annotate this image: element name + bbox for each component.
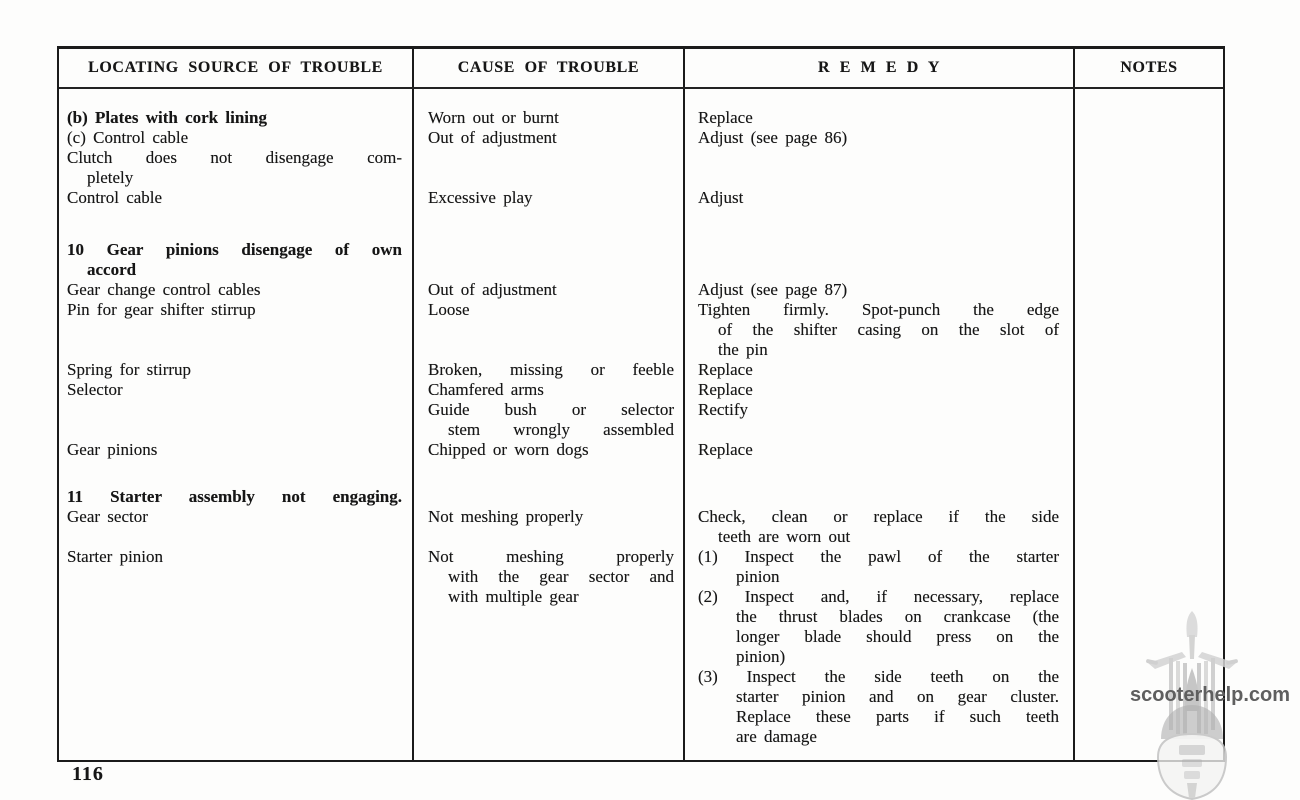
column-locating-source-of-trouble (59, 89, 414, 760)
table-header-row (59, 49, 1223, 89)
table-line: Not meshing properly (428, 547, 674, 566)
table-line (428, 320, 674, 340)
table-line: of the shifter casing on the slot of (718, 320, 1059, 339)
table-line: (3) Inspect the side teeth on the (698, 667, 1059, 686)
table-line: longer blade should press on the (736, 627, 1059, 646)
table-line: Broken, missing or feeble (428, 360, 674, 379)
table-line: (2) Inspect and, if necessary, replace (698, 587, 1059, 606)
table-line: Replace (698, 360, 753, 379)
table-line (428, 148, 674, 168)
table-line: Adjust (see page 86) (698, 128, 848, 147)
table-line (428, 168, 674, 188)
row-group-clutch-items-continued (698, 89, 1059, 208)
table-line: Worn out or burnt (428, 108, 559, 127)
table-line: teeth are worn out (718, 527, 851, 546)
table-line: Chipped or worn dogs (428, 440, 589, 459)
table-line: with multiple gear (448, 587, 579, 606)
table-line: pinion (736, 567, 780, 586)
table-line (67, 527, 402, 547)
table-line (698, 148, 1059, 168)
table-line: the pin (718, 340, 768, 359)
table-line: Out of adjustment (428, 128, 557, 147)
table-line: pinion) (736, 647, 786, 666)
table-line: Tighten firmly. Spot-punch the edge (698, 300, 1059, 319)
table-line (428, 527, 674, 547)
table-line: Gear change control cables (67, 280, 261, 299)
table-line (698, 240, 1059, 260)
table-line (428, 487, 674, 507)
header-cell-cause-of-trouble: CAUSE OF TROUBLE (414, 49, 685, 87)
table-line: Adjust (698, 188, 744, 207)
table-body (59, 89, 1223, 760)
table-line: Check, clean or replace if the side (698, 507, 1059, 526)
table-line: (1) Inspect the pawl of the starter (698, 547, 1059, 566)
table-line: pletely (87, 168, 134, 187)
table-line (67, 340, 402, 360)
table-line: Pin for gear shifter stirrup (67, 300, 256, 319)
table-line: Replace (698, 108, 753, 127)
row-group-gear-pinions-disengage-of-own-accord (1083, 108, 1215, 140)
table-line: Replace these parts if such teeth (736, 707, 1059, 726)
table-line (428, 240, 674, 260)
table-line (698, 168, 1059, 188)
troubleshooting-table (57, 46, 1225, 762)
row-group-starter-assembly-not-engaging (67, 460, 402, 567)
watermark-text: scooterhelp.com (1130, 684, 1291, 706)
table-line: Guide bush or selector (428, 400, 674, 419)
table-line: stem wrongly assembled (448, 420, 674, 439)
table-line: Out of adjustment (428, 280, 557, 299)
row-group-starter-assembly-not-engaging (1083, 140, 1215, 167)
table-line (428, 340, 674, 360)
table-line (698, 420, 1059, 440)
table-line: Gear pinions (67, 440, 158, 459)
row-group-clutch-items-continued (1083, 89, 1215, 108)
row-group-gear-pinions-disengage-of-own-accord (67, 208, 402, 460)
header-cell-notes: NOTES (1120, 59, 1178, 76)
table-line (428, 260, 674, 280)
table-line: (b) Plates with cork lining (67, 108, 267, 127)
table-line: starter pinion and on gear cluster. (736, 687, 1059, 706)
table-line: with the gear sector and (448, 567, 674, 586)
header-cell-locating-source-of-trouble: LOCATING SOURCE OF TROUBLE (59, 49, 414, 87)
table-line: Adjust (see page 87) (698, 280, 848, 299)
table-line: Replace (698, 440, 753, 459)
table-line: Control cable (67, 188, 163, 207)
table-line: Starter pinion (67, 547, 164, 566)
table-line: Loose (428, 300, 470, 319)
header-cell-remedy: R E M E D Y (685, 49, 1075, 87)
table-line (698, 487, 1059, 507)
row-group-starter-assembly-not-engaging (428, 460, 674, 607)
table-line: Gear sector (67, 507, 148, 526)
table-line: Excessive play (428, 188, 533, 207)
table-line: accord (87, 260, 137, 279)
column-remedy (685, 89, 1075, 760)
table-line (698, 260, 1059, 280)
row-group-clutch-items-continued (428, 89, 674, 208)
table-line: the thrust blades on crankcase (the (736, 607, 1059, 626)
table-line: Replace (698, 380, 753, 399)
table-line: 11 Starter assembly not engaging. (67, 487, 402, 506)
row-group-clutch-items-continued (67, 89, 402, 208)
page-number: 116 (72, 763, 104, 785)
row-group-gear-pinions-disengage-of-own-accord (698, 208, 1059, 460)
table-line: Selector (67, 380, 123, 399)
column-cause-of-trouble (414, 89, 685, 760)
table-line (67, 420, 402, 440)
row-group-starter-assembly-not-engaging (698, 460, 1059, 747)
table-line (67, 400, 402, 420)
table-line: are damage (736, 727, 817, 746)
table-line: 10 Gear pinions disengage of own (67, 240, 402, 259)
table-line: Rectify (698, 400, 749, 419)
row-group-gear-pinions-disengage-of-own-accord (428, 208, 674, 460)
table-line: Not meshing properly (428, 507, 584, 526)
table-line: Spring for stirrup (67, 360, 192, 379)
table-line (67, 320, 402, 340)
table-line: (c) Control cable (67, 128, 189, 147)
table-line: Chamfered arms (428, 380, 544, 399)
table-line: Clutch does not disengage com- (67, 148, 402, 167)
